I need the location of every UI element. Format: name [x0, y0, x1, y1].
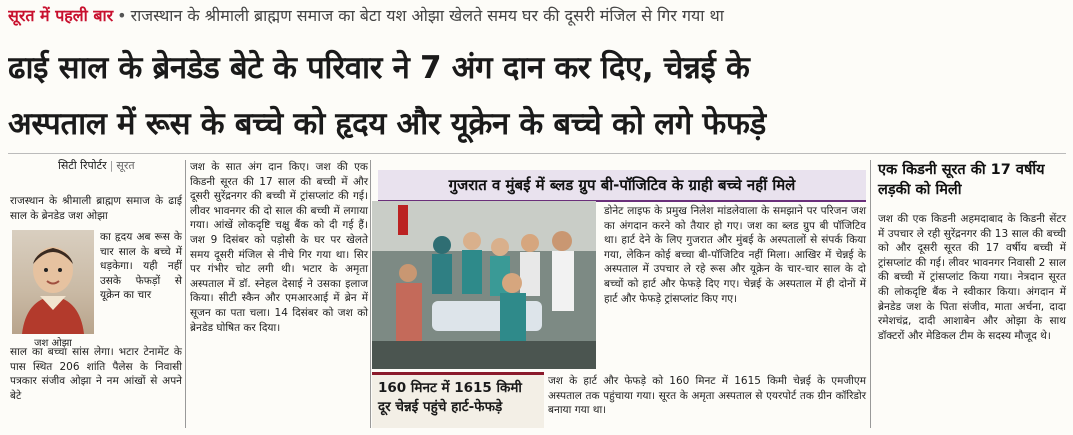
bullet-icon: • — [117, 6, 127, 25]
column1-intro: राजस्थान के श्रीमाली ब्राह्मण समाज के ढाई साल के ब्रेनडेड जश ओझा — [10, 195, 182, 222]
child-figure-icon — [12, 230, 94, 334]
panel-title: गुजरात व मुंबई में ब्लड ग्रुप बी-पॉजिटिव के ग्राही बच्चे नहीं मिले — [378, 170, 866, 202]
headline-line-2: अस्पताल में रूस के बच्चे को हृदय और यूक्रेन के बच्चे को लगे फेफड़े — [8, 106, 766, 142]
kicker-tag: सूरत में पहली बार — [8, 6, 114, 25]
sidebar-text: जश की एक किडनी अहमदाबाद के किडनी सेंटर में उपचार ले रही सुरेंद्रनगर की 13 साल की बच्ची को और दूसरी सूरत की 17 वर्षीय बच्ची में ट्रांसप्लांट की गई। लीवर भावनगर निवासी 2 साल की बच्ची में ट्रांसप्लांट किया गया। नेत्रदान सूरत की लोकदृष्टि बैंक ने स्वीकार किया। अंगदान में ब्रेनडेड जश के पिता संजीव, माता अर्चना, दादा रमेशचंद्र, दादी आशाबेन और ओझा के साथ डॉक्टरों और मेडिकल टीम के सदस्य मौजूद थे। — [878, 213, 1066, 342]
column2-text: जश के सात अंग दान किए। जश की एक किडनी सूरत की 17 साल की बच्ची में और दूसरी सुरेंद्रनगर की बच्ची में ट्रांसप्लांट की गई। लीवर भावनगर की दो साल की बच्ची में लगाया गया। आंखें लोकदृष्टि चक्षु बैंक को दी गई हैं। जश 9 दिसंबर को पड़ोसी के घर पर खेलते समय दूसरी मंजिल से नीचे गिर गया था। सिर पर गंभीर चोट लगी थी। भटार के अमृता अस्पताल में डॉ. स्नेहल देसाई ने उसका इलाज किया। सीटी स्कैन और एमआरआई में ब्रेन में सूजन का पता चला। 14 दिसंबर को जश को ब्रेनडेड घोषित कर दिया। — [190, 161, 368, 334]
kicker-line — [8, 4, 1068, 28]
column-divider — [185, 160, 186, 428]
panel-text: डोनेट लाइफ के प्रमुख निलेश मांडलेवाला के समझाने पर परिजन जश का अंगदान करने को तैयार हो गए। जश का ब्लड ग्रुप बी पॉजिटिव था। हार्ट देने के लिए गुजरात और मुंबई के अस्पतालों से संपर्क किया गया, लेकिन कोई बच्चा बी-पॉजिटिव नहीं मिला। आखिर में चेन्नई के अस्पताल में उपचार ले रहे रूस और यूक्रेन के चार-चार साल के दो बच्चों को हार्ट और फेफड़े दिए गए। चेन्नई के अस्पताल में ही दोनों में हार्ट और फेफड़े ट्रांसप्लांट किए गए। — [604, 205, 866, 305]
byline-separator: | — [109, 159, 114, 172]
column-divider — [870, 160, 871, 428]
column1-wrap-text: का हृदय अब रूस के चार साल के बच्चे में धड़केगा। यही नहीं उसके फेफड़ों से यूक्रेन का चार — [100, 231, 182, 302]
panel-bottom-text: जश के हार्ट और फेफड़े को 160 मिनट में 1615 किमी चेन्नई के एमजीएम अस्पताल तक पहुंचाया गया। सूरत के अमृता अस्पताल से एयरपोर्ट तक ग्रीन कॉरिडोर बनाया गया था। — [548, 375, 866, 417]
hospital-photo — [372, 201, 596, 369]
byline-location: सूरत — [116, 159, 135, 172]
byline-reporter: सिटी रिपोर्टर — [58, 159, 107, 172]
hospital-scene-icon — [372, 201, 596, 369]
column-divider — [370, 160, 371, 428]
sidebar-title: एक किडनी सूरत की 17 वर्षीय लड़की को मिली — [878, 162, 1045, 198]
rule-top — [8, 153, 1066, 154]
column1-continued: साल का बच्चा सांस लेगा। भटार टेनामेंट के पास स्थित 206 शांति पैलेस के निवासी पत्रकार संजीव ओझा ने नम आंखों से अपने बेटे — [10, 346, 182, 402]
inset-highlight: 160 मिनट में 1615 किमी दूर चेन्नई पहुंचे हार्ट-फेफड़े — [372, 372, 544, 428]
child-photo — [12, 230, 94, 334]
byline — [58, 158, 135, 173]
photo-caption: जश ओझा — [34, 338, 72, 349]
kicker-text: राजस्थान के श्रीमाली ब्राह्मण समाज का बेटा यश ओझा खेलते समय घर की दूसरी मंजिल से गिर गया था — [130, 6, 724, 25]
headline-line-1: ढाई साल के ब्रेनडेड बेटे के परिवार ने 7 अंग दान कर दिए, चेन्नई के — [8, 50, 750, 86]
